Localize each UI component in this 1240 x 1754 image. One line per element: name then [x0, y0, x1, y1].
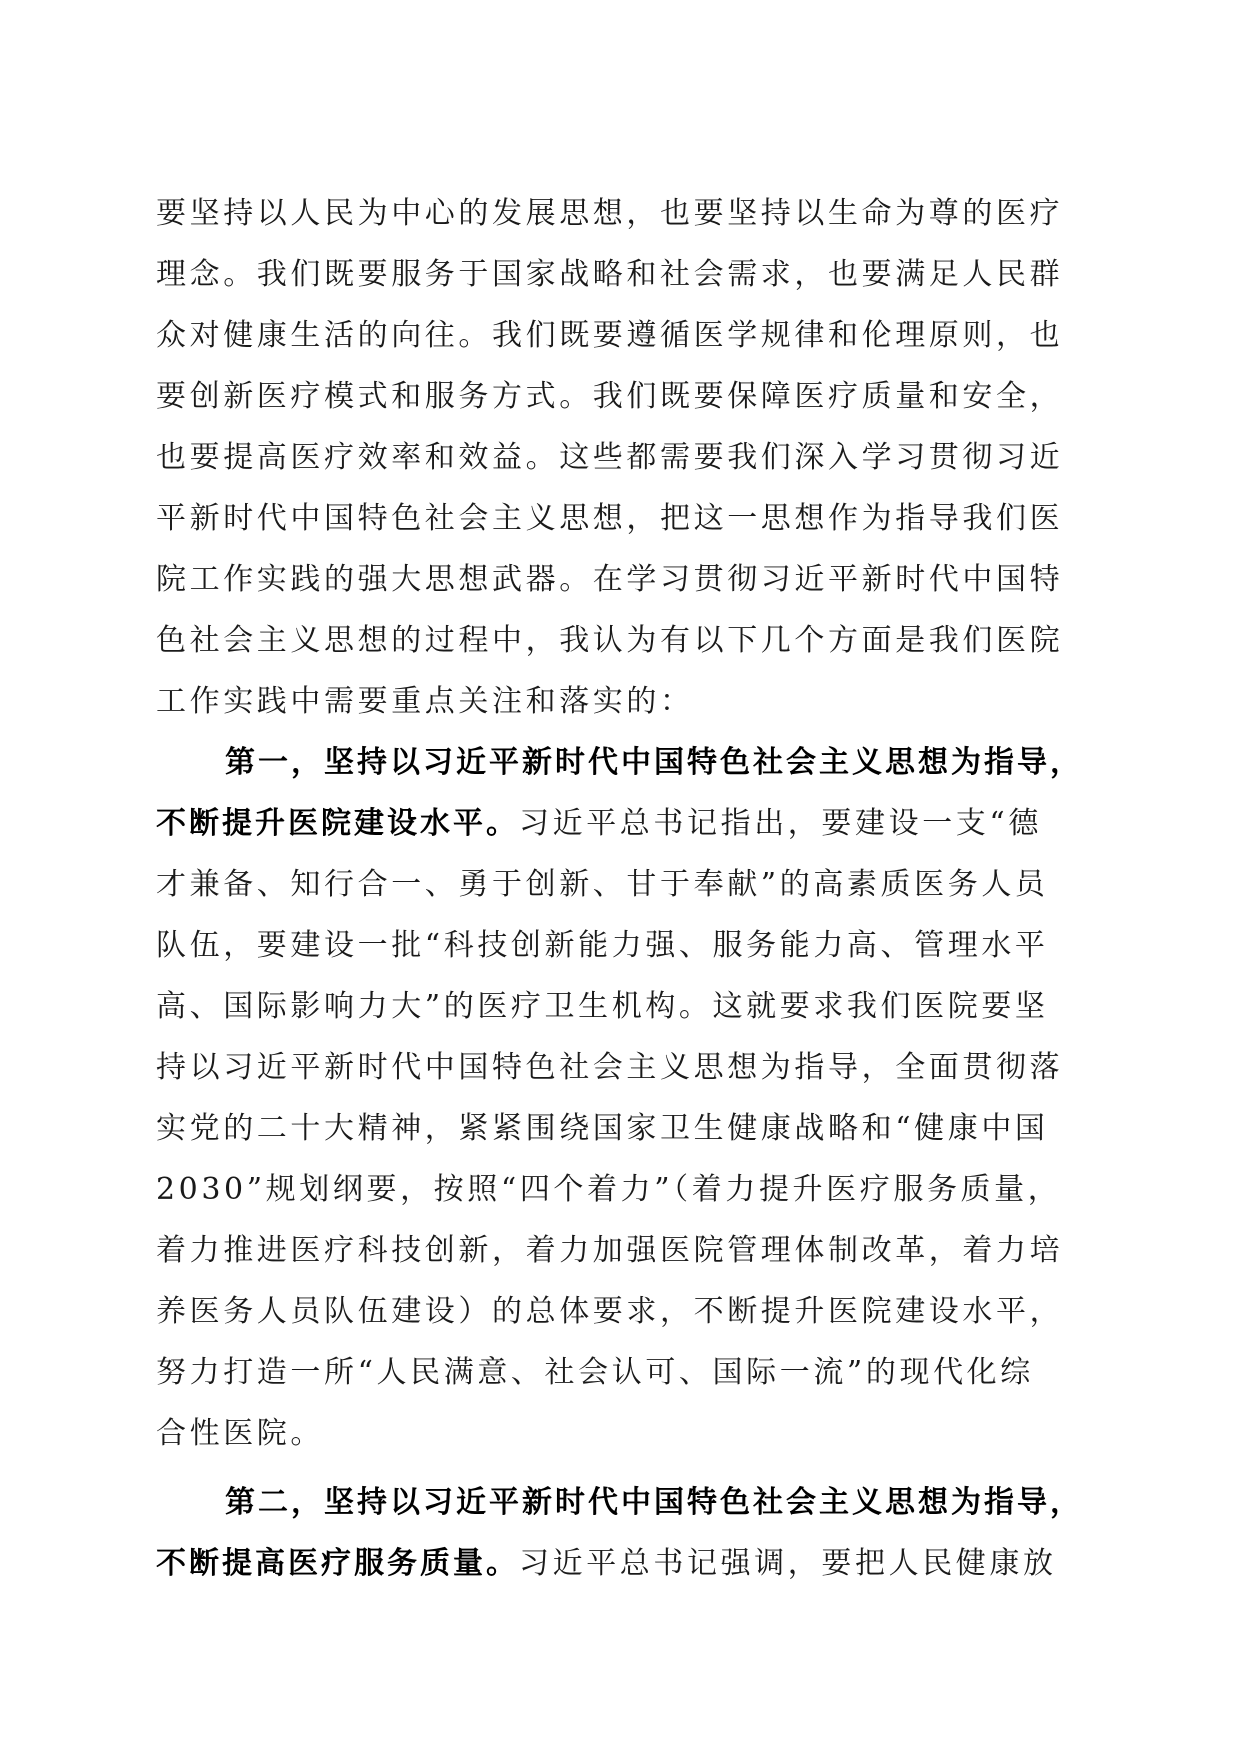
paragraph-line [156, 1170, 1061, 1210]
paragraph-line [156, 255, 1063, 295]
paragraph-line [156, 1231, 1063, 1271]
line-text: 养医务人员队伍建设）的总体要求，不断提升医院建设水平， [156, 1294, 1064, 1329]
line-text: 习近平总书记指出，要建设一支“德 [519, 806, 1042, 841]
line-text: 高、国际影响力大”的医疗卫生机构。这就要求我们医院要坚 [156, 989, 1049, 1024]
paragraph-line [156, 804, 1042, 844]
line-text: 要创新医疗模式和服务方式。我们既要保障医疗质量和安全， [156, 379, 1064, 414]
paragraph-line [156, 1544, 1057, 1584]
line-text: 持以习近平新时代中国特色社会主义思想为指导，全面贯彻落 [156, 1050, 1064, 1085]
paragraph-line [156, 377, 1063, 417]
section-heading-text: 第一，坚持以习近平新时代中国特色社会主义思想为指导， [225, 745, 1083, 780]
line-text: 平新时代中国特色社会主义思想，把这一思想作为指导我们医 [156, 501, 1064, 536]
section-heading-text: 不断提高医疗服务质量。 [156, 1546, 519, 1581]
line-text: 才兼备、知行合一、勇于创新、甘于奉献”的高素质医务人员 [156, 867, 1049, 902]
paragraph-line [156, 1414, 324, 1454]
section-heading-line [225, 1483, 1083, 1523]
section-heading-line [225, 743, 1083, 783]
line-text: 2030”规划纲要，按照“四个着力”（着力提升医疗服务质量， [156, 1172, 1062, 1207]
paragraph-line [156, 499, 1063, 539]
line-text: 实党的二十大精神，紧紧围绕国家卫生健康战略和“健康中国 [156, 1111, 1049, 1146]
paragraph-line [156, 1353, 1034, 1393]
section-heading-text: 第二，坚持以习近平新时代中国特色社会主义思想为指导， [225, 1485, 1083, 1520]
paragraph-line [156, 438, 1063, 478]
paragraph-line [156, 926, 1049, 966]
paragraph-line [156, 560, 1063, 600]
line-text: 院工作实践的强大思想武器。在学习贯彻习近平新时代中国特 [156, 562, 1064, 597]
line-text: 合性医院。 [156, 1416, 324, 1451]
paragraph-line [156, 865, 1049, 905]
line-text: 工作实践中需要重点关注和落实的： [156, 684, 694, 719]
paragraph-line [156, 682, 694, 722]
line-text: 众对健康生活的向往。我们既要遵循医学规律和伦理原则，也 [156, 318, 1064, 353]
line-text: 也要提高医疗效率和效益。这些都需要我们深入学习贯彻习近 [156, 440, 1064, 475]
line-text: 要坚持以人民为中心的发展思想，也要坚持以生命为尊的医疗 [156, 196, 1064, 231]
paragraph-line [156, 1048, 1063, 1088]
line-text: 习近平总书记强调，要把人民健康放 [519, 1546, 1057, 1581]
paragraph-line [156, 621, 1063, 661]
paragraph-line [156, 316, 1063, 356]
paragraph-line [156, 1109, 1049, 1149]
paragraph-line [156, 987, 1049, 1027]
line-text: 理念。我们既要服务于国家战略和社会需求，也要满足人民群 [156, 257, 1064, 292]
section-heading-text: 不断提升医院建设水平。 [156, 806, 519, 841]
line-text: 队伍，要建设一批“科技创新能力强、服务能力高、管理水平 [156, 928, 1049, 963]
line-text: 着力推进医疗科技创新，着力加强医院管理体制改革，着力培 [156, 1233, 1064, 1268]
paragraph-line [156, 194, 1063, 234]
paragraph-line [156, 1292, 1063, 1332]
line-text: 努力打造一所“人民满意、社会认可、国际一流”的现代化综 [156, 1355, 1034, 1390]
line-text: 色社会主义思想的过程中，我认为有以下几个方面是我们医院 [156, 623, 1064, 658]
